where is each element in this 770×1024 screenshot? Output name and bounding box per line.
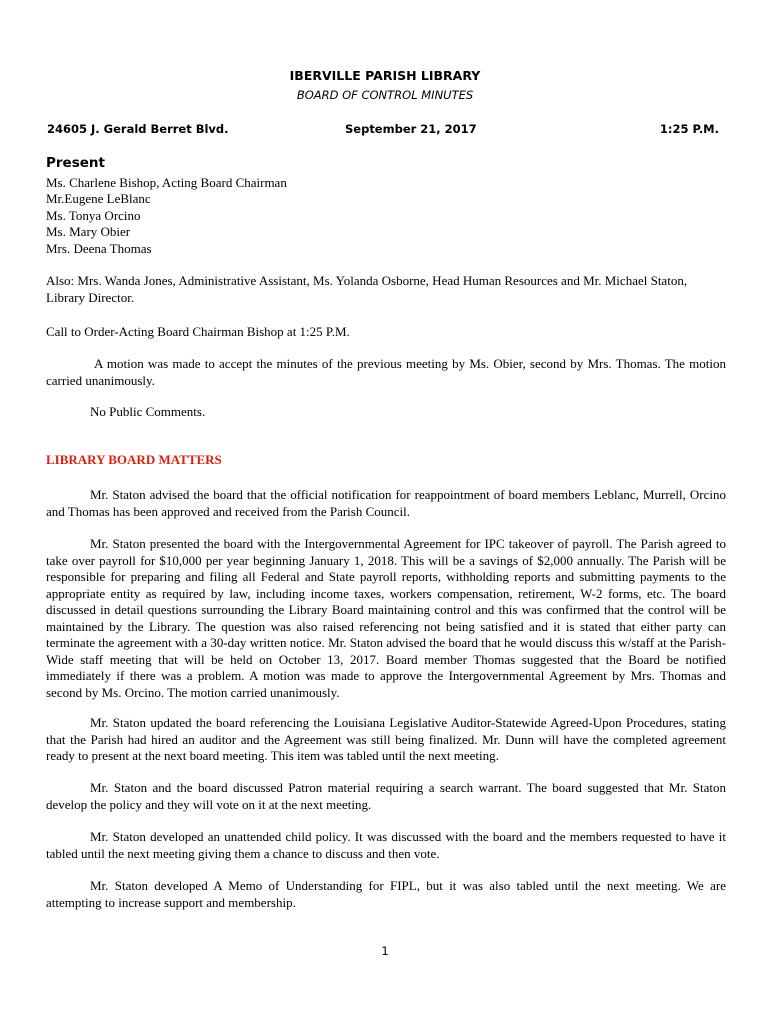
meeting-date: September 21, 2017 bbox=[345, 122, 477, 136]
board-matters-paragraph: Mr. Staton developed A Memo of Understanding for FIPL, but it was also tabled until the next meeting. We are attempting to increase support and membership. bbox=[46, 878, 726, 910]
board-matters-paragraph: Mr. Staton presented the board with the Intergovernmental Agreement for IPC takeover of payroll. The Parish agreed to take over payroll for $10,000 per year beginning January 1, 2018. This will be a savings of $2,000 annually. The Parish will be responsible for preparing and filing all Federal and State payroll reports, withholding reports and submitting payments to the appropriate entity as required by law, including income taxes, workers compensation, retirement, W-2 forms, etc. The board discussed in detail questions surrounding the Library Board maintaining control and this was confirmed that the control will be maintained by the Library. The question was also raised referencing not being satisfied and it is stated that either party can terminate the agreement with a 30-day written notice. Mr. Staton advised the board that he would discuss this w/staff at the Parish-Wide staff meeting that will be held on October 13, 2017. Board member Thomas suggested that the Board be notified immediately if there was a problem. A motion was made to approve the Intergovernmental Agreement by Mrs. Thomas and second by Ms. Orcino. The motion carried unanimously. bbox=[46, 536, 726, 700]
board-matters-paragraph: Mr. Staton and the board discussed Patron material requiring a search warrant. The board suggested that Mr. Staton develop the policy and they will vote on it at the next meeting. bbox=[46, 780, 726, 812]
page-number: 1 bbox=[381, 944, 389, 958]
meeting-info-row bbox=[47, 122, 719, 138]
present-member: Ms. Mary Obier bbox=[46, 224, 131, 240]
public-comments-paragraph: No Public Comments. bbox=[90, 404, 206, 419]
also-present-paragraph: Also: Mrs. Wanda Jones, Administrative Assistant, Ms. Yolanda Osborne, Head Human Resources and Mr. Michael Staton, Library Director. bbox=[46, 273, 688, 305]
present-members-list bbox=[46, 175, 287, 257]
library-board-matters-heading: LIBRARY BOARD MATTERS bbox=[46, 452, 222, 467]
present-member: Mrs. Deena Thomas bbox=[46, 240, 152, 256]
document-subtitle: BOARD OF CONTROL MINUTES bbox=[296, 88, 474, 102]
document-title: IBERVILLE PARISH LIBRARY bbox=[289, 68, 481, 83]
minutes-motion-paragraph: A motion was made to accept the minutes of the previous meeting by Ms. Obier, second by Mrs. Thomas. The motion carried unanimously. bbox=[46, 356, 726, 388]
board-matters-paragraph: Mr. Staton developed an unattended child policy. It was discussed with the board and the members requested to have it tabled until the next meeting giving them a chance to discuss and then vote. bbox=[46, 829, 726, 861]
present-heading: Present bbox=[46, 155, 105, 171]
meeting-time: 1:25 P.M. bbox=[659, 122, 719, 136]
call-to-order-paragraph: Call to Order-Acting Board Chairman Bishop at 1:25 P.M. bbox=[46, 324, 350, 339]
present-member: Mr.Eugene LeBlanc bbox=[46, 191, 151, 207]
meeting-address: 24605 J. Gerald Berret Blvd. bbox=[47, 122, 229, 136]
present-member: Ms. Tonya Orcino bbox=[46, 207, 141, 223]
board-matters-paragraph: Mr. Staton updated the board referencing the Louisiana Legislative Auditor-Statewide Agreed-Upon Procedures, stating that the Parish had hired an auditor and the Agreement was still being finalized. Mr. Dunn will have the completed agreement ready to present at the next board meeting. This item was tabled until the next meeting. bbox=[46, 715, 726, 763]
board-matters-paragraph: Mr. Staton advised the board that the official notification for reappointment of board members Leblanc, Murrell, Orcino and Thomas has been approved and received from the Parish Council. bbox=[46, 487, 726, 519]
present-member: Ms. Charlene Bishop, Acting Board Chairman bbox=[46, 175, 287, 190]
